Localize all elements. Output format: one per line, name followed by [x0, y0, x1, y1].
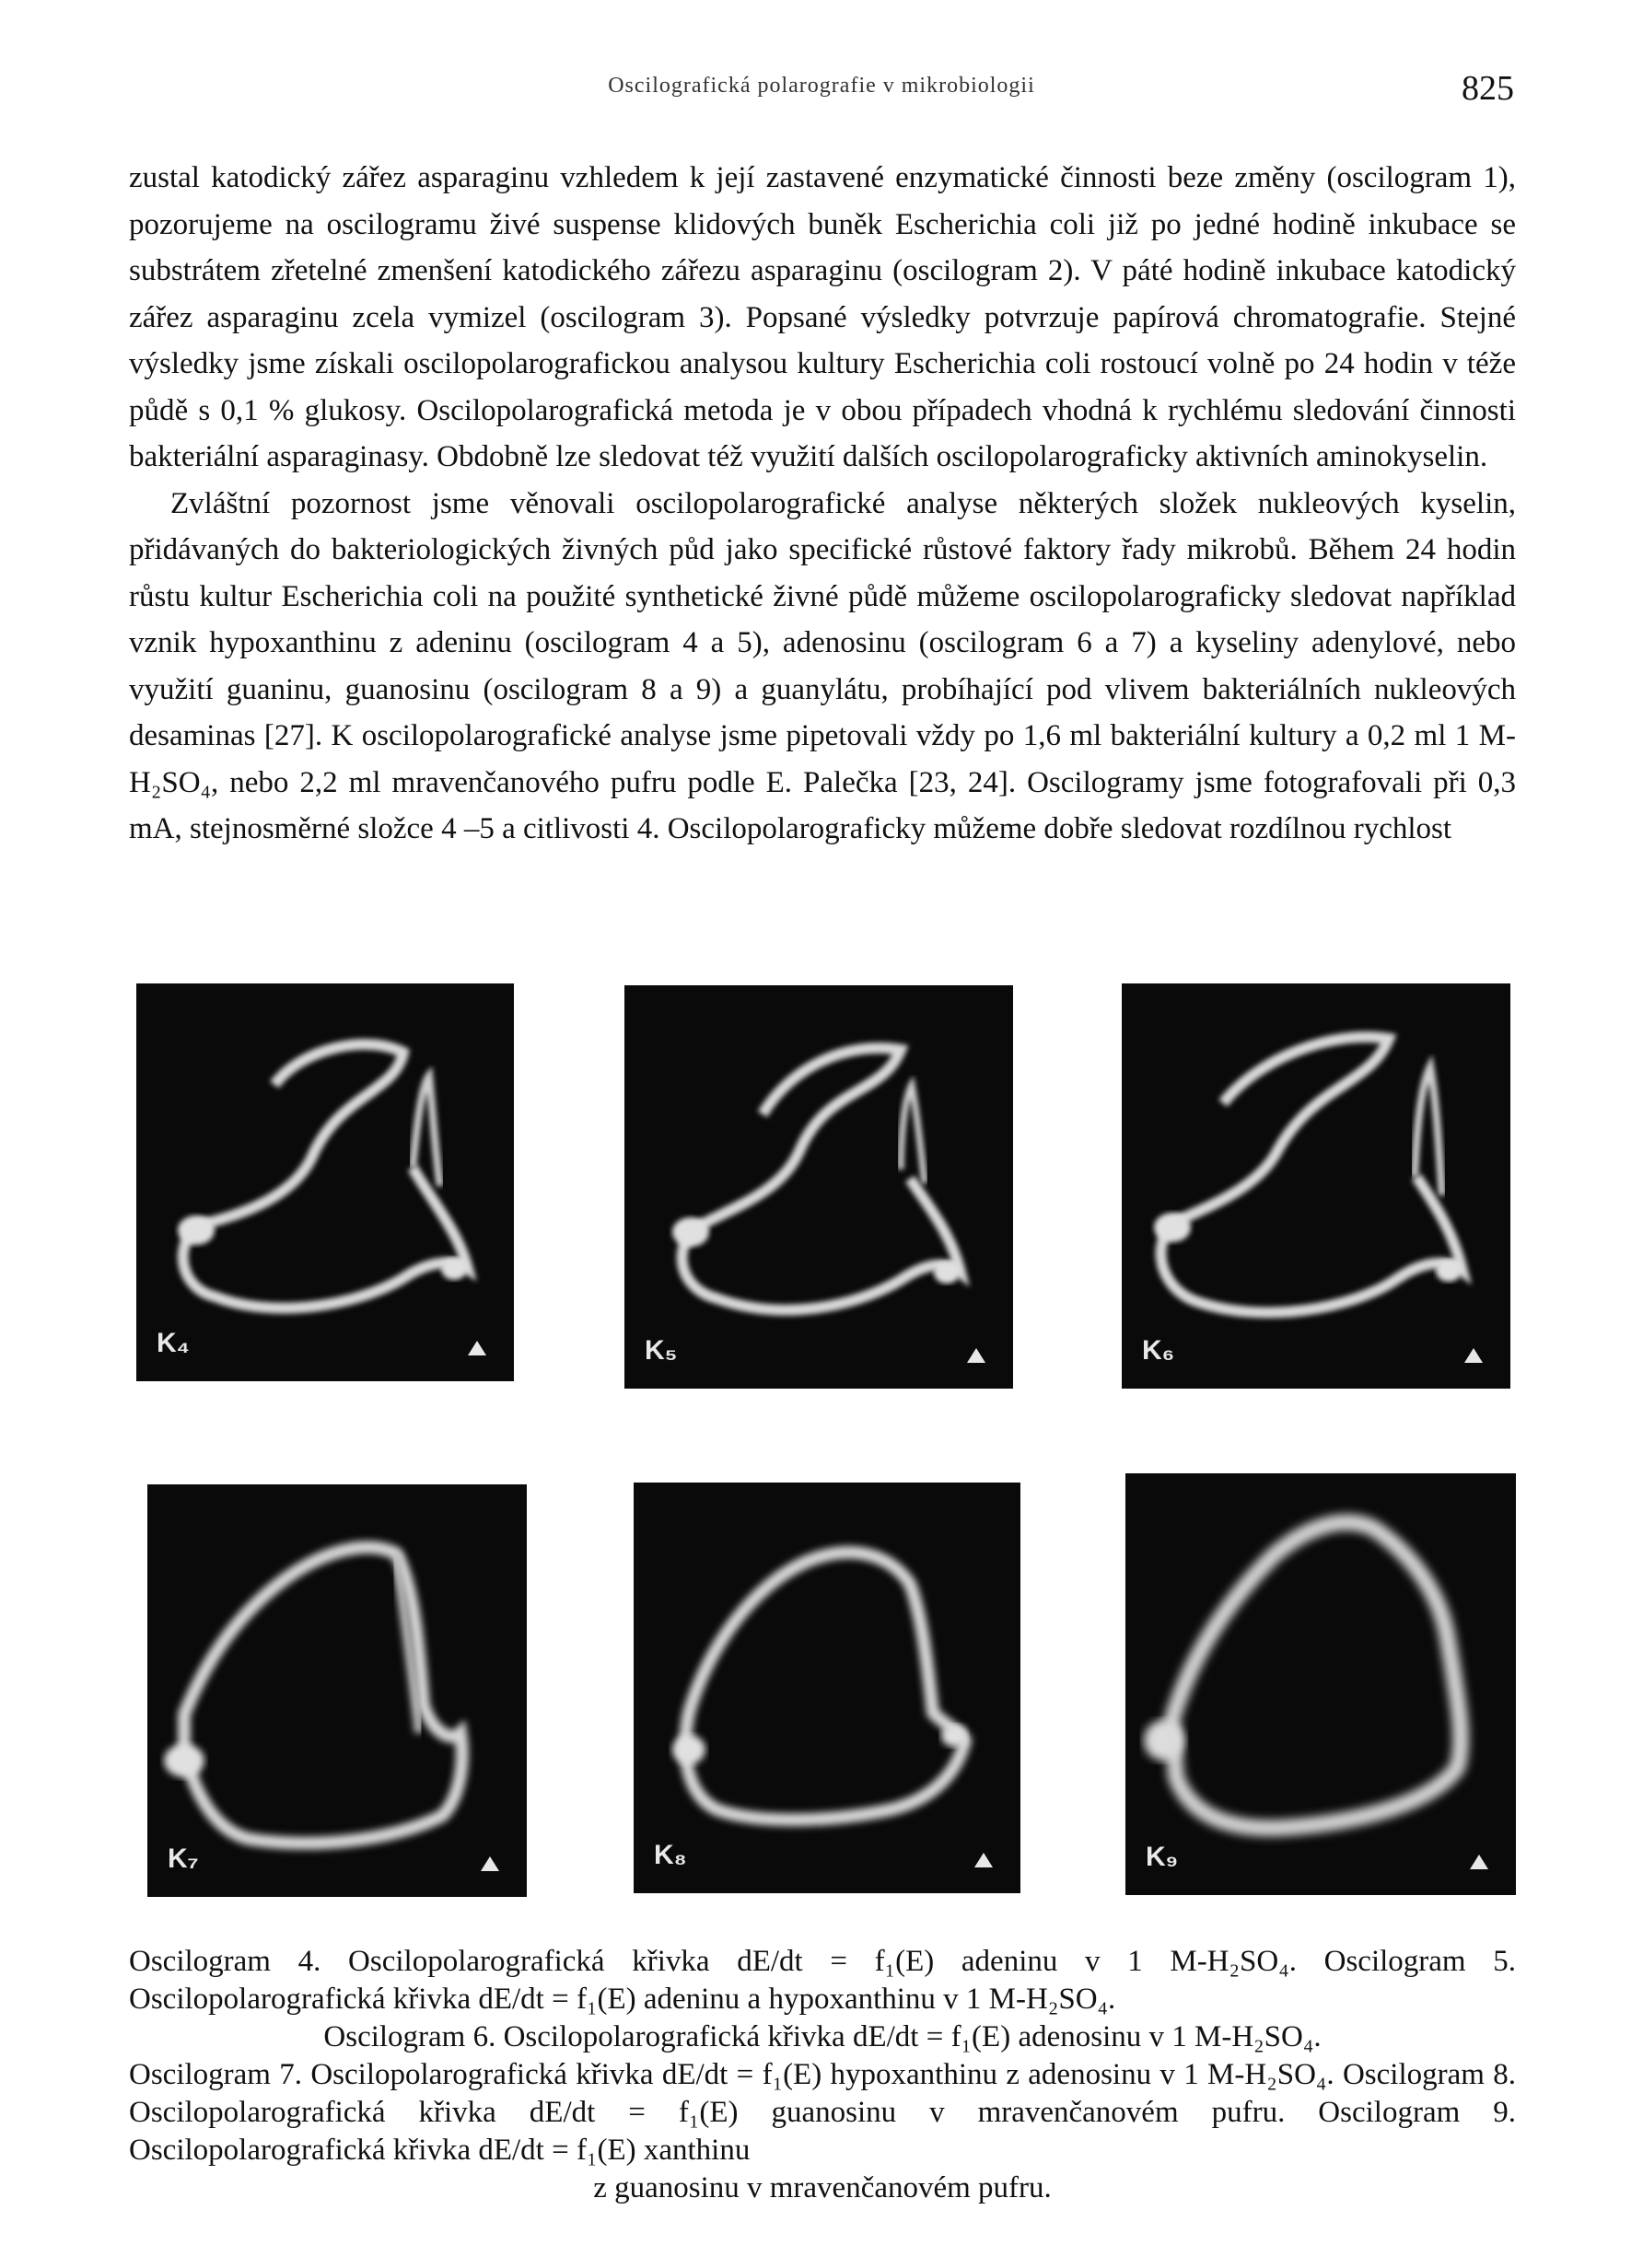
- oscillogram-k8: [634, 1483, 1020, 1893]
- oscillogram-label: K₄: [157, 1328, 190, 1358]
- oscillogram-label: K₇: [168, 1843, 199, 1874]
- triangle-marker-icon: [481, 1856, 499, 1871]
- triangle-marker-icon: [1464, 1348, 1483, 1363]
- oscillogram-k6-curve: [1122, 983, 1510, 1389]
- triangle-marker-icon: [967, 1348, 985, 1363]
- triangle-marker-icon: [468, 1341, 486, 1355]
- figure-caption: [129, 1943, 1516, 2207]
- running-title: Oscilografická polarografie v mikrobiologii: [608, 74, 1035, 98]
- oscillogram-label: K₉: [1146, 1842, 1179, 1872]
- oscillogram-label: K₈: [654, 1840, 687, 1870]
- oscillogram-label: K₆: [1142, 1335, 1175, 1366]
- paragraph-1: zustal katodický zářez asparaginu vzhledem k její zastavené enzymatické činnosti beze změny (oscilogram 1), pozorujeme na oscilogramu živé suspense klidových buněk Escherichia coli již po jedné hodině inkubace se substrátem zřetelné zmenšení katodického zářezu asparaginu (oscilogram 2). V páté hodině inkubace katodický zářez asparaginu zcela vymizel (oscilogram 3). Popsané výsledky potvrzuje papírová chromatografie. Stejné výsledky jsme získali oscilopolarografickou analysou kultury Escherichia coli rostoucí volně po 24 hodin v téže půdě s 0,1 % glukosy. Oscilopolarografická metoda je v obou případech vhodná k rychlému sledování činnosti bakteriální asparaginasy. Obdobně lze sledovat též využití dalších oscilopolarograficky aktivních aminokyselin.: [129, 161, 1516, 473]
- oscillogram-k9: [1125, 1473, 1516, 1895]
- triangle-marker-icon: [974, 1853, 993, 1867]
- oscillogram-k7-curve: [147, 1484, 527, 1897]
- caption-line-2: Oscilogram 6. Oscilopolarografická křivka dE/dt = f₁(E) adenosinu v 1 M-H₂SO₄.: [323, 2020, 1322, 2053]
- oscillogram-k8-curve: [634, 1483, 1020, 1893]
- oscillogram-k4: [136, 983, 514, 1381]
- caption-line-1: Oscilogram 4. Oscilopolarografická křivka dE/dt = f₁(E) adeninu v 1 M-H₂SO₄. Oscilogram 5. Oscilopolarografická křivka dE/dt = f₁(E) adeninu a hypoxanthinu v 1 M-H₂SO₄.: [129, 1945, 1516, 2016]
- oscillogram-k7: [147, 1484, 527, 1897]
- caption-line-4: z guanosinu v mravenčanovém pufru.: [593, 2171, 1052, 2204]
- paragraph-2: Zvláštní pozornost jsme věnovali oscilopolarografické analyse některých složek nukleových kyselin, přidávaných do bakteriologických živných půd jako specifické růstové faktory řady mikrobů. Během 24 hodin růstu kultur Escherichia coli na použité synthetické živné půdě můžeme oscilopolarograficky sledovat například vznik hypoxanthinu z adeninu (oscilogram 4 a 5), adenosinu (oscilogram 6 a 7) a kyseliny adenylové, nebo využití guaninu, guanosinu (oscilogram 8 a 9) a guanylátu, probíhající pod vlivem bakteriálních nukleových desaminas [27]. K oscilopolarografické analyse jsme pipetovali vždy po 1,6 ml bakteriální kultury a 0,2 ml 1 M-H₂SO₄, nebo 2,2 ml mravenčanového pufru podle E. Palečka [23, 24]. Oscilogramy jsme fotografovali při 0,3 mA, stejnosměrné složce 4 –5 a citlivosti 4. Oscilopolarograficky můžeme dobře sledovat rozdílnou rychlost: [129, 486, 1516, 845]
- page-number: 825: [1462, 69, 1514, 108]
- oscillogram-k4-curve: [136, 983, 514, 1381]
- caption-line-3: Oscilogram 7. Oscilopolarografická křivka dE/dt = f₁(E) hypoxanthinu z adenosinu v 1 M-H₂SO₄. Oscilogram 8. Oscilopolarografická křivka dE/dt = f₁(E) guanosinu v mravenčanovém pufru. Oscilogram 9. Oscilopolarografická křivka dE/dt = f₁(E) xanthinu: [129, 2058, 1516, 2167]
- oscillogram-label: K₅: [645, 1335, 678, 1366]
- oscillogram-k5-curve: [624, 985, 1013, 1389]
- triangle-marker-icon: [1470, 1855, 1488, 1869]
- body-text: [129, 155, 1516, 853]
- oscillogram-k5: [624, 985, 1013, 1389]
- page-header: [0, 69, 1643, 110]
- oscillogram-k6: [1122, 983, 1510, 1389]
- oscillogram-k9-curve: [1125, 1473, 1516, 1895]
